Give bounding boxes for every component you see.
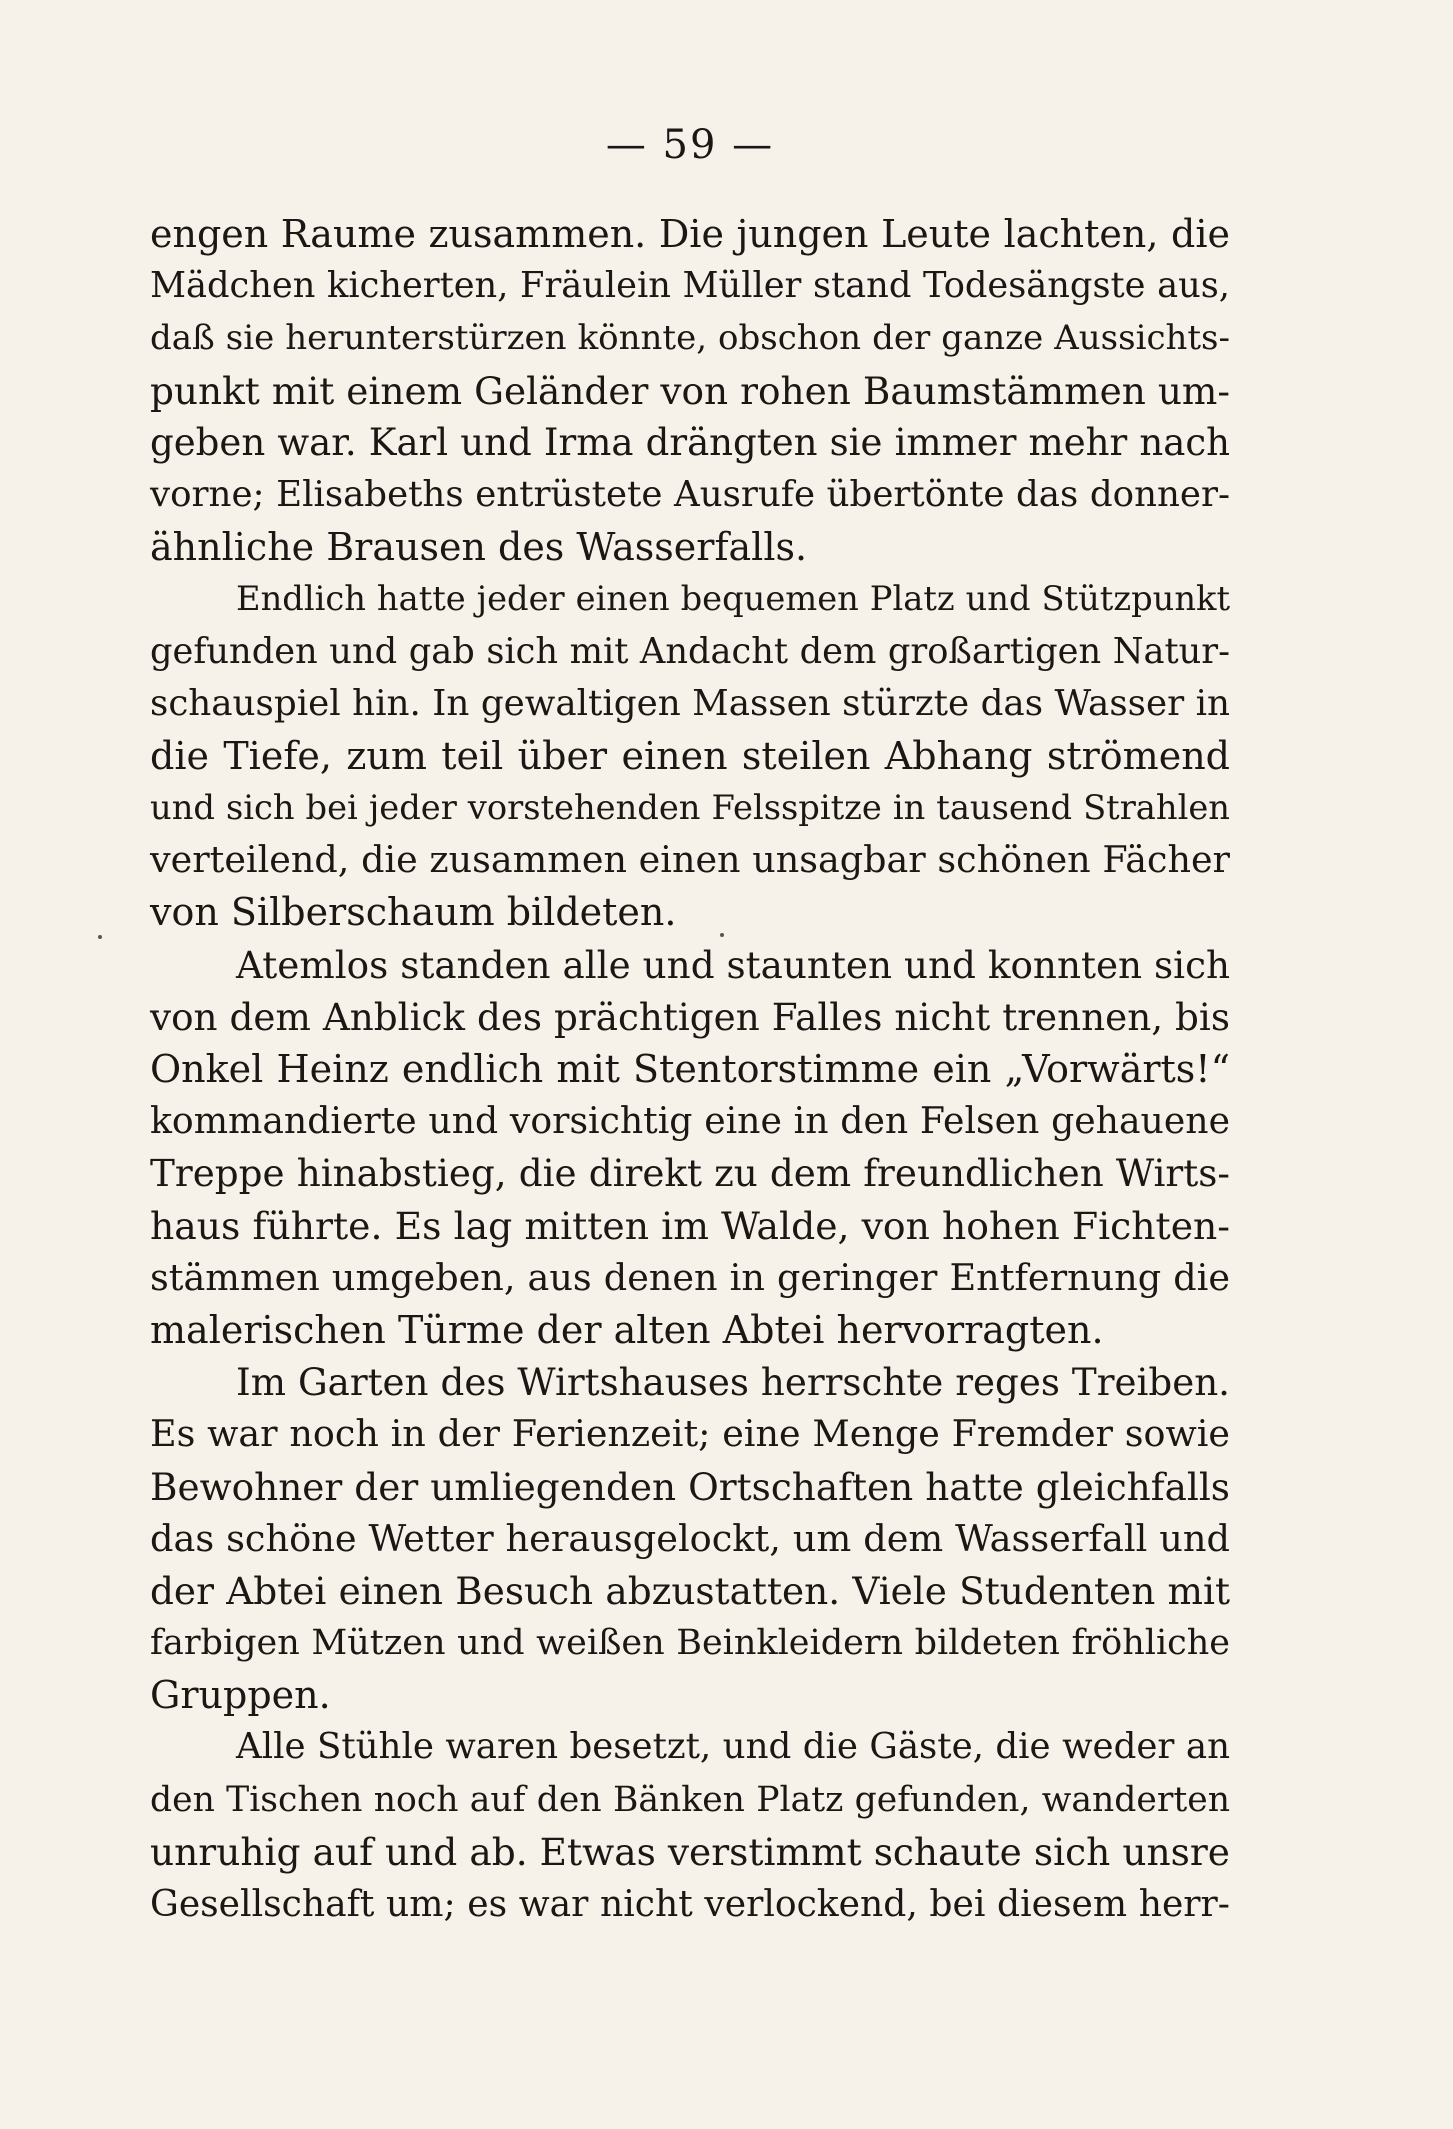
text-line: Treppe hinabstieg, die direkt zu dem freundlichen Wirts- (150, 1151, 1230, 1196)
margin-speck (720, 933, 724, 937)
text-line: stämmen umgeben, aus denen in geringer Entfernung die (150, 1255, 1230, 1299)
text-line: den Tischen noch auf den Bänken Platz gefunden, wanderten (150, 1779, 1230, 1820)
text-line: die Tiefe, zum teil über einen steilen Abhang strömend (150, 733, 1230, 778)
text-line: und sich bei jeder vorstehenden Felsspitze in tausend Strahlen (150, 788, 1230, 828)
text-line: ähnliche Brausen des Wasserfalls. (150, 525, 808, 570)
text-line: farbigen Mützen und weißen Beinkleidern bildeten fröhliche (150, 1623, 1230, 1664)
text-line: das schöne Wetter herausgelockt, um dem Wasserfall und (150, 1516, 1230, 1560)
page-number: — 59 — (605, 122, 775, 168)
body-text (150, 208, 1230, 1930)
text-line: Mädchen kicherten, Fräulein Müller stand Todesängste aus, (150, 265, 1230, 307)
text-line: engen Raume zusammen. Die jungen Leute lachten, die (150, 212, 1230, 256)
text-line: Gruppen. (150, 1673, 331, 1718)
text-line: von Silberschaum bildeten. (150, 890, 677, 935)
text-line: geben war. Karl und Irma drängten sie immer mehr nach (150, 420, 1230, 464)
text-line: Es war noch in der Ferienzeit; eine Menge Fremder sowie (150, 1412, 1230, 1456)
text-line: vorne; Elisabeths entrüstete Ausrufe übertönte das donner- (150, 473, 1230, 515)
text-line: Alle Stühle waren besetzt, und die Gäste, die weder an (236, 1726, 1230, 1768)
text-line: Onkel Heinz endlich mit Stentorstimme ein „Vorwärts!“ (150, 1047, 1230, 1091)
text-line: Im Garten des Wirtshauses herrschte reges Treiben. (236, 1360, 1230, 1405)
text-line: Gesellschaft um; es war nicht verlockend, bei diesem herr- (150, 1883, 1230, 1925)
text-line: malerischen Türme der alten Abtei hervorragten. (150, 1307, 1104, 1352)
text-line: unruhig auf und ab. Etwas verstimmt schaute sich unsre (150, 1829, 1230, 1874)
text-line: daß sie herunterstürzen könnte, obschon der ganze Aussichts- (150, 318, 1230, 359)
text-line: punkt mit einem Geländer von rohen Baumstämmen um- (150, 368, 1230, 413)
margin-speck (98, 935, 102, 939)
text-line: verteilend, die zusammen einen unsagbar schönen Fächer (150, 838, 1230, 882)
text-line: haus führte. Es lag mitten im Walde, von hohen Fichten- (150, 1203, 1230, 1248)
text-line: Atemlos standen alle und staunten und konnten sich (236, 942, 1230, 987)
text-line: von dem Anblick des prächtigen Falles nicht trennen, bis (150, 994, 1230, 1039)
book-page (150, 120, 1230, 1930)
text-line: kommandierte und vorsichtig eine in den Felsen gehauene (150, 1099, 1230, 1143)
text-line: schauspiel hin. In gewaltigen Massen stürzte das Wasser in (150, 682, 1230, 724)
text-line: der Abtei einen Besuch abzustatten. Viele Studenten mit (150, 1568, 1230, 1613)
text-line: Bewohner der umliegenden Ortschaften hatte gleichfalls (150, 1464, 1230, 1509)
text-line: gefunden und gab sich mit Andacht dem großartigen Natur- (150, 630, 1230, 672)
text-line: Endlich hatte jeder einen bequemen Platz und Stützpunkt (236, 579, 1230, 619)
